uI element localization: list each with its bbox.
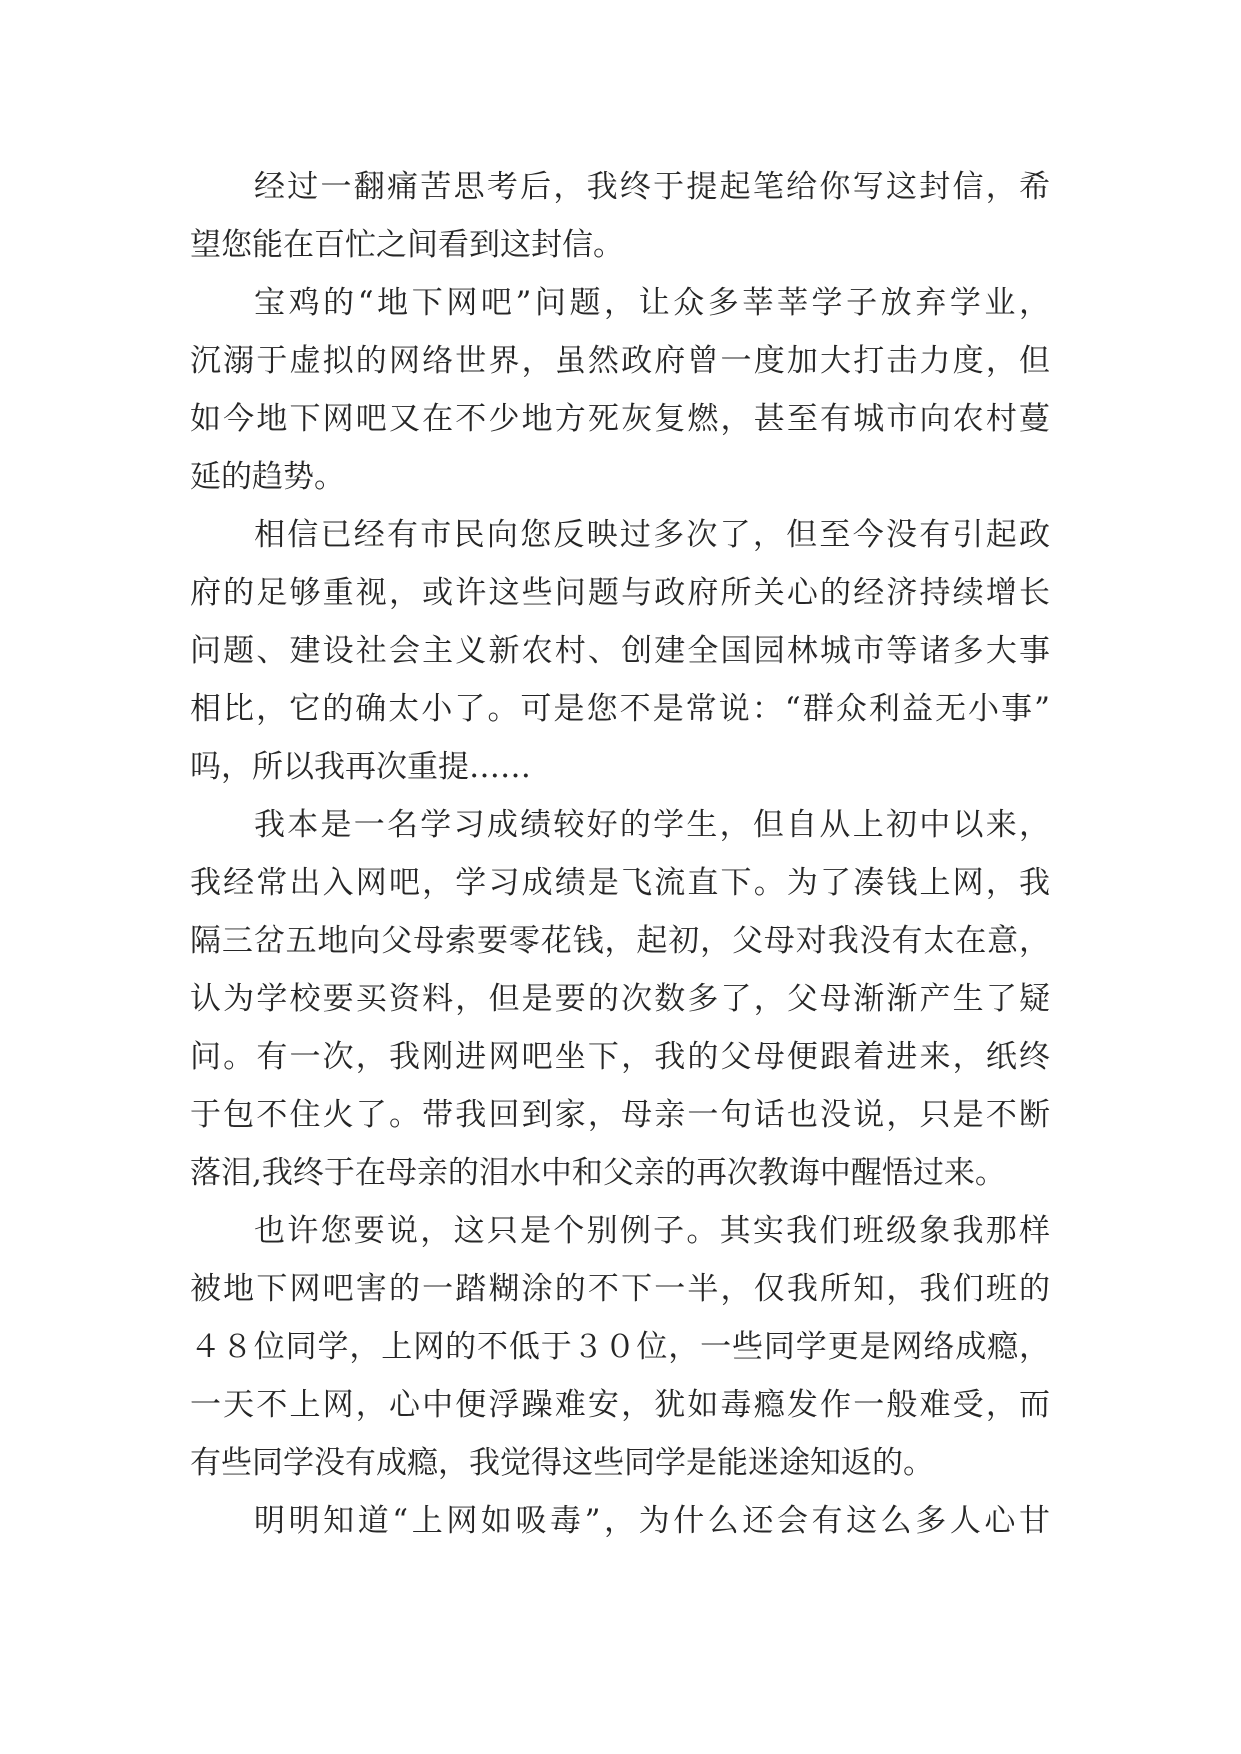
paragraph-5-line-5: 有些同学没有成瘾，我觉得这些同学是能迷途知返的。	[190, 1445, 934, 1481]
paragraph-5-line-3: ４８位同学，上网的不低于３０位，一些同学更是网络成瘾，	[190, 1329, 1050, 1365]
paragraph-6-line-1: 明明知道“上网如吸毒”，为什么还会有这么多人心甘	[254, 1503, 1050, 1539]
paragraph-4-line-6: 于包不住火了。带我回到家，母亲一句话也没说，只是不断	[190, 1097, 1050, 1133]
letter-body	[190, 158, 1050, 1550]
paragraph-5-line-1: 也许您要说，这只是个别例子。其实我们班级象我那样	[254, 1213, 1050, 1249]
paragraph-3-line-1: 相信已经有市民向您反映过多次了，但至今没有引起政	[254, 517, 1050, 553]
paragraph-4-line-2: 我经常出入网吧，学习成绩是飞流直下。为了凑钱上网，我	[190, 865, 1050, 901]
paragraph-2-line-4: 延的趋势。	[190, 459, 345, 495]
paragraph-3-line-5: 吗，所以我再次重提……	[190, 749, 531, 785]
paragraph-2-line-1: 宝鸡的“地下网吧”问题，让众多莘莘学子放弃学业，	[254, 285, 1050, 321]
paragraph-5-line-4: 一天不上网，心中便浮躁难安，犹如毒瘾发作一般难受，而	[190, 1387, 1050, 1423]
paragraph-5-line-2: 被地下网吧害的一踏糊涂的不下一半，仅我所知，我们班的	[190, 1271, 1050, 1307]
paragraph-4-line-4: 认为学校要买资料，但是要的次数多了，父母渐渐产生了疑	[190, 981, 1050, 1017]
paragraph-4-line-7: 落泪,我终于在母亲的泪水中和父亲的再次教诲中醒悟过来。	[190, 1155, 1006, 1191]
paragraph-1-line-1: 经过一翻痛苦思考后，我终于提起笔给你写这封信，希	[254, 169, 1050, 205]
paragraph-2-line-3: 如今地下网吧又在不少地方死灰复燃，甚至有城市向农村蔓	[190, 401, 1050, 437]
paragraph-1-line-2: 望您能在百忙之间看到这封信。	[190, 227, 624, 263]
paragraph-3-line-4: 相比，它的确太小了。可是您不是常说：“群众利益无小事”	[190, 691, 1050, 727]
paragraph-3-line-3: 问题、建设社会主义新农村、创建全国园林城市等诸多大事	[190, 633, 1050, 669]
paragraph-3-line-2: 府的足够重视，或许这些问题与政府所关心的经济持续增长	[190, 575, 1050, 611]
paragraph-4-line-3: 隔三岔五地向父母索要零花钱，起初，父母对我没有太在意，	[190, 923, 1050, 959]
paragraph-4-line-1: 我本是一名学习成绩较好的学生，但自从上初中以来，	[254, 807, 1050, 843]
paragraph-2-line-2: 沉溺于虚拟的网络世界，虽然政府曾一度加大打击力度，但	[190, 343, 1050, 379]
paragraph-4-line-5: 问。有一次，我刚进网吧坐下，我的父母便跟着进来，纸终	[190, 1039, 1050, 1075]
